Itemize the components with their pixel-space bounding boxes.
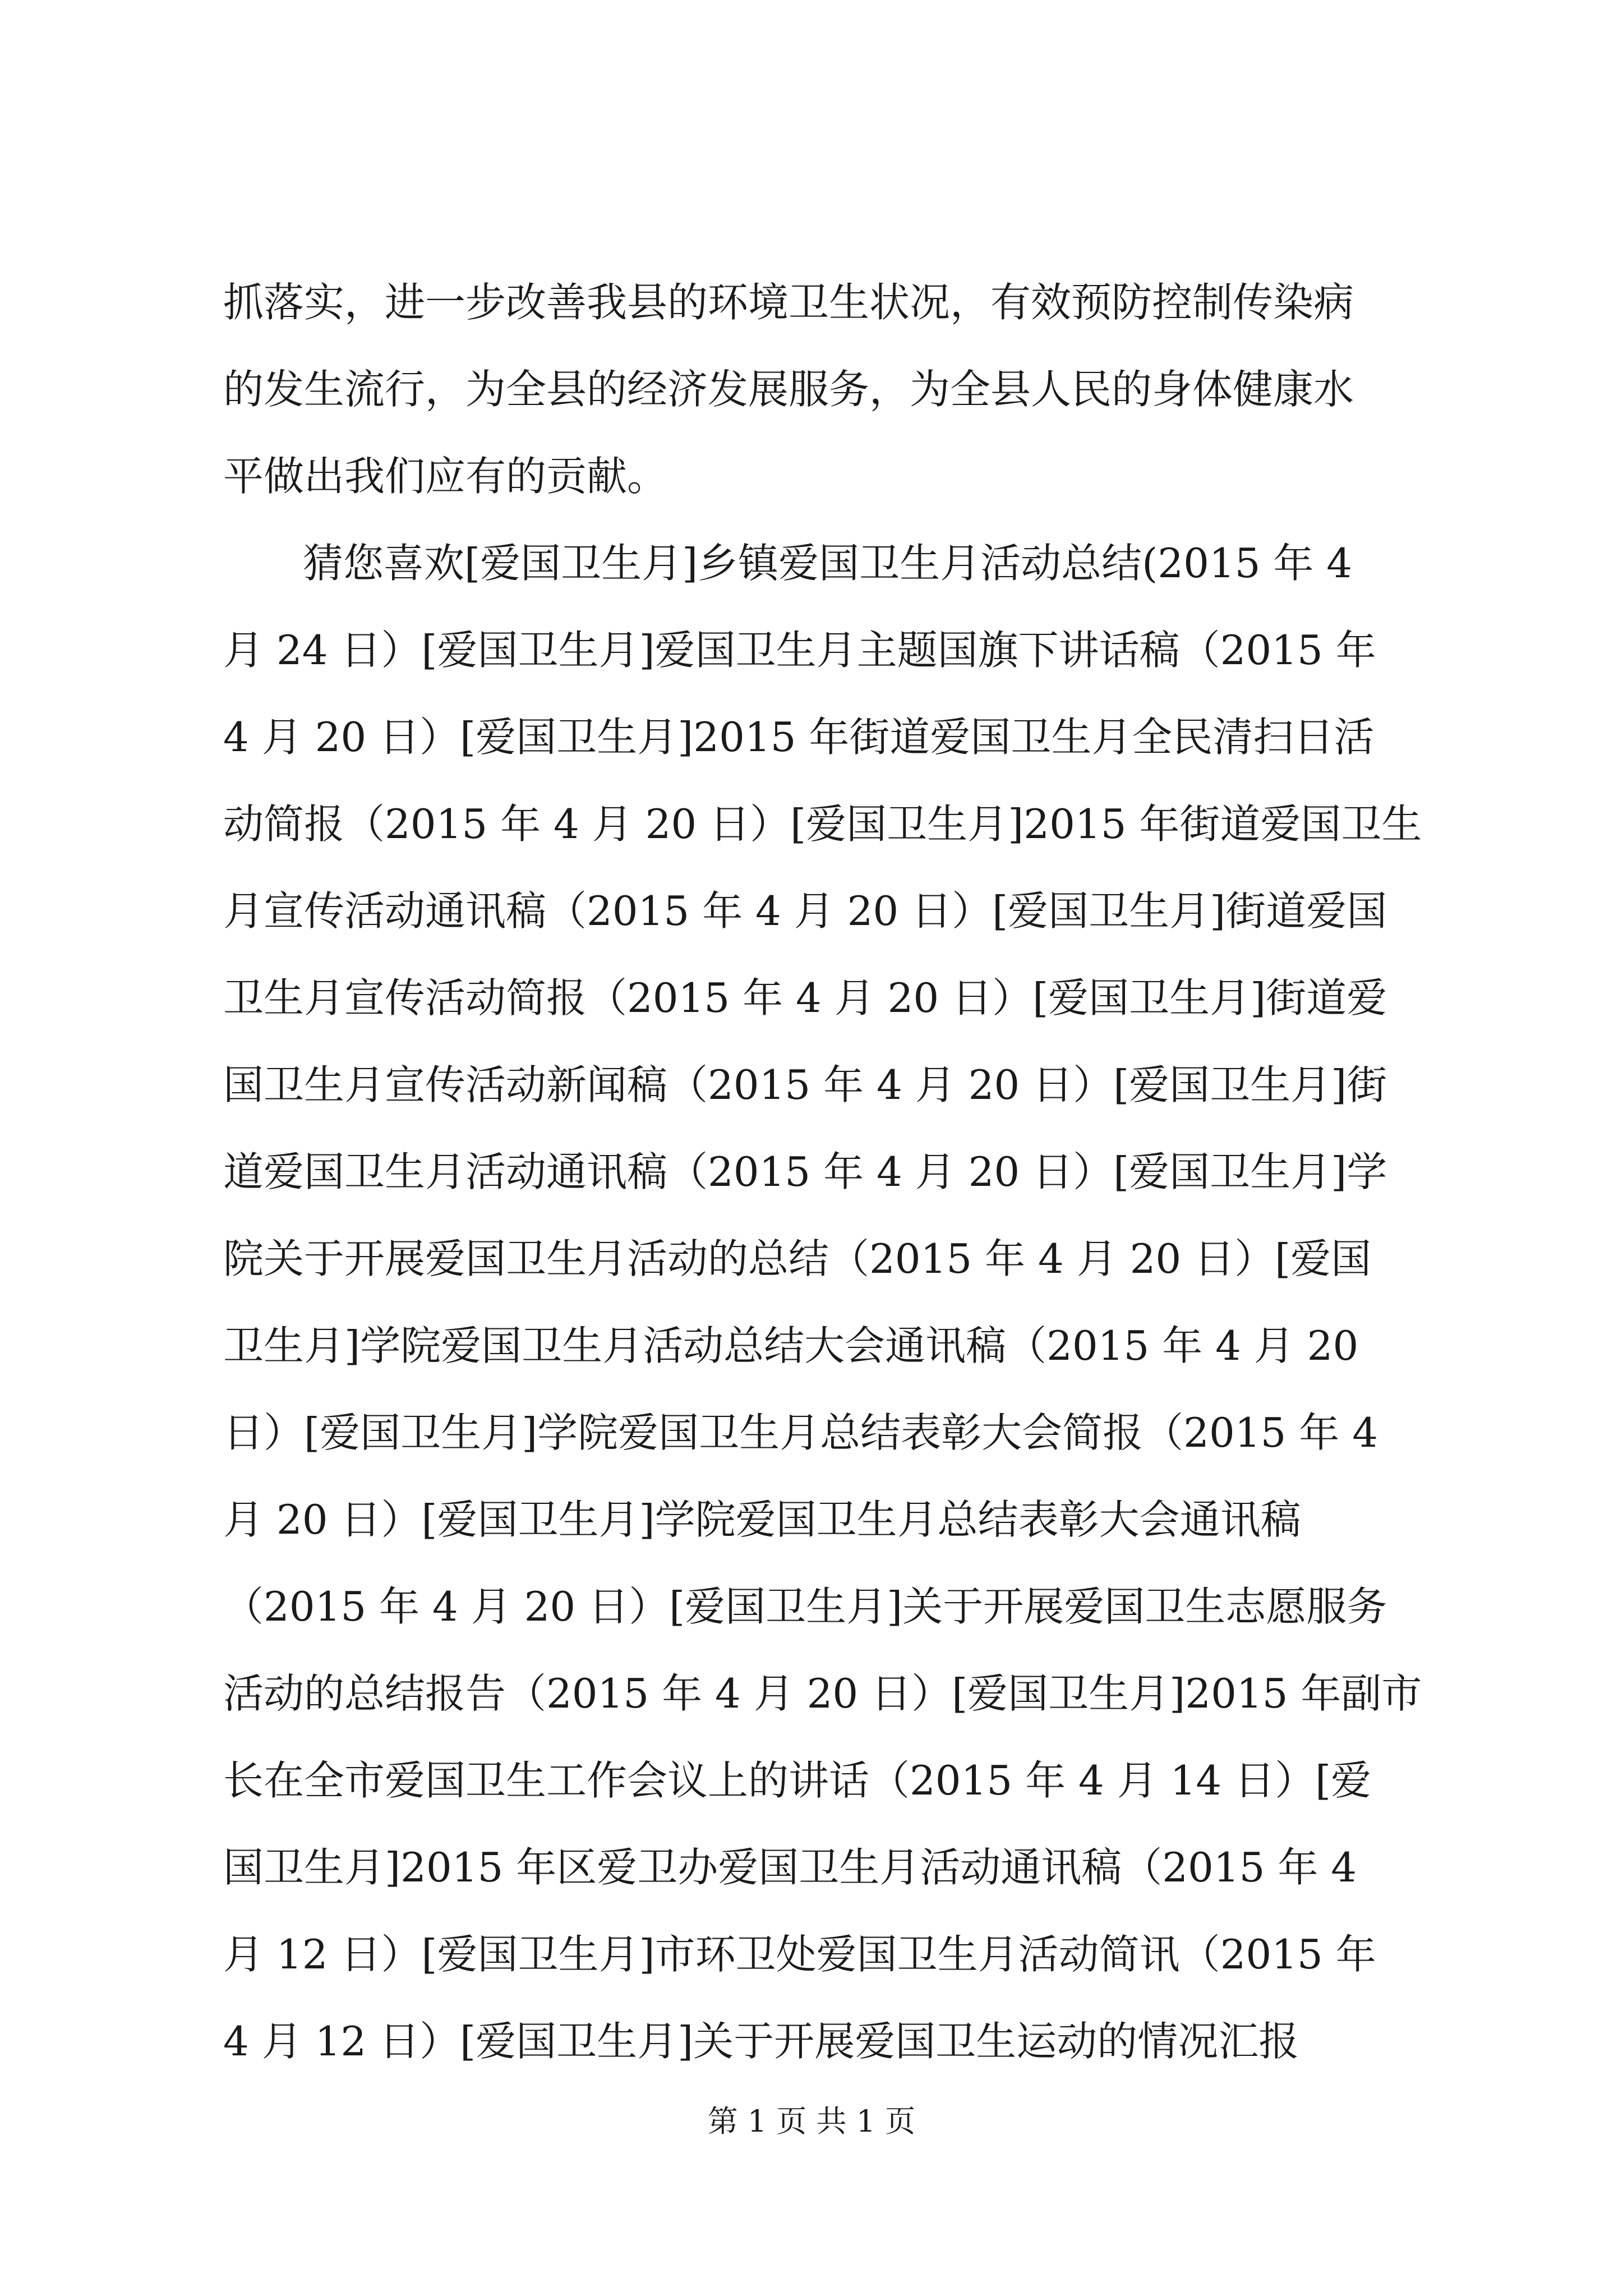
text-line: 活动的总结报告（2015 年 4 月 20 日）[爱国卫生月]2015 年副市 bbox=[223, 1670, 1422, 1717]
text-line: 月 24 日）[爱国卫生月]爱国卫生月主题国旗下讲话稿（2015 年 bbox=[223, 627, 1376, 674]
text-line: 长在全市爱国卫生工作会议上的讲话（2015 年 4 月 14 日）[爱 bbox=[223, 1757, 1372, 1804]
text-line: 卫生月宣传活动简报（2015 年 4 月 20 日）[爱国卫生月]街道爱 bbox=[223, 974, 1387, 1022]
text-line: 的发生流行，为全县的经济发展服务，为全县人民的身体健康水 bbox=[223, 366, 1354, 413]
text-line: 抓落实，进一步改善我县的环境卫生状况，有效预防控制传染病 bbox=[223, 279, 1354, 326]
text-line: 道爱国卫生月活动通讯稿（2015 年 4 月 20 日）[爱国卫生月]学 bbox=[223, 1148, 1387, 1195]
page-number-footer: 第 1 页 共 1 页 bbox=[707, 2104, 916, 2139]
text-line: 卫生月]学院爱国卫生月活动总结大会通讯稿（2015 年 4 月 20 bbox=[223, 1322, 1359, 1369]
text-line: 国卫生月宣传活动新闻稿（2015 年 4 月 20 日）[爱国卫生月]街 bbox=[223, 1061, 1387, 1108]
text-line: 院关于开展爱国卫生月活动的总结（2015 年 4 月 20 日）[爱国 bbox=[223, 1235, 1372, 1282]
text-line: 月 20 日）[爱国卫生月]学院爱国卫生月总结表彰大会通讯稿 bbox=[223, 1496, 1301, 1543]
text-line: 日）[爱国卫生月]学院爱国卫生月总结表彰大会简报（2015 年 4 bbox=[223, 1409, 1378, 1456]
text-line: 国卫生月]2015 年区爱卫办爱国卫生月活动通讯稿（2015 年 4 bbox=[223, 1844, 1357, 1891]
text-line: 动简报（2015 年 4 月 20 日）[爱国卫生月]2015 年街道爱国卫生 bbox=[223, 800, 1422, 848]
text-line: 4 月 20 日）[爱国卫生月]2015 年街道爱国卫生月全民清扫日活 bbox=[223, 714, 1375, 761]
text-line: 4 月 12 日）[爱国卫生月]关于开展爱国卫生运动的情况汇报 bbox=[223, 2018, 1299, 2065]
paragraph-start-line: 猜您喜欢[爱国卫生月]乡镇爱国卫生月活动总结(2015 年 4 bbox=[303, 540, 1353, 587]
text-line: 平做出我们应有的贡献。 bbox=[223, 453, 668, 500]
document-body bbox=[223, 259, 1422, 2085]
text-line: 月 12 日）[爱国卫生月]市环卫处爱国卫生月活动简讯（2015 年 bbox=[223, 1931, 1376, 1978]
text-line: 月宣传活动通讯稿（2015 年 4 月 20 日）[爱国卫生月]街道爱国 bbox=[223, 887, 1387, 935]
text-line: （2015 年 4 月 20 日）[爱国卫生月]关于开展爱国卫生志愿服务 bbox=[223, 1583, 1387, 1630]
